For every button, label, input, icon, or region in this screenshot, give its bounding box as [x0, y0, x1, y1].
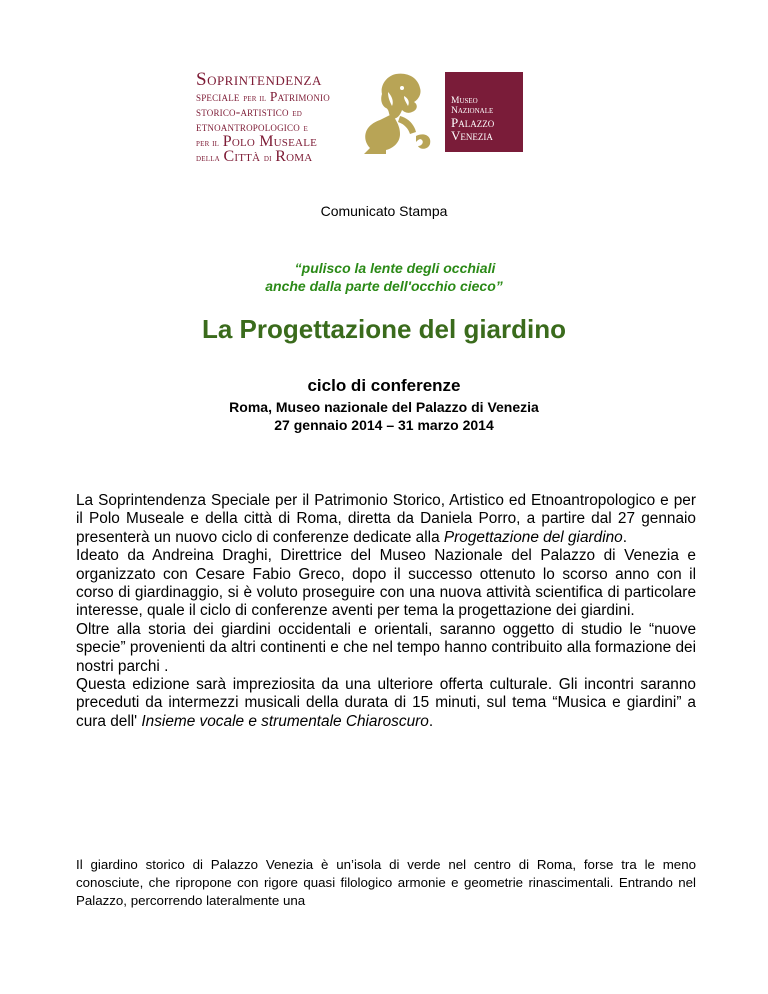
emphasis-title: Progettazione del giardino — [443, 528, 623, 546]
epigraph-quote — [0, 259, 768, 295]
museum-badge — [445, 72, 523, 152]
paragraph-intro: La Soprintendenza Speciale per il Patrimonio Storico, Artistico ed Etnoantropologico e per il Polo Museale e della città di Roma, diretta da Daniela Porro, a partire dal 27 gennaio presenterà un nuovo ciclo di conferenze dedicate alla Progettazione del giardino. — [76, 492, 696, 546]
logo-line-2c: Patrimonio — [269, 89, 330, 104]
garden-description — [76, 856, 696, 910]
paragraph-music: Questa edizione sarà impreziosita da una ulteriore offerta culturale. Gli incontri saranno preceduti da intermezzi musicali della durata di 15 minuti, sul tema “Musica e giardini” a cura dell' Insieme vocale e strumentale Chiaroscuro. — [76, 676, 696, 730]
press-body — [76, 492, 696, 731]
lion-emblem-icon — [356, 70, 444, 154]
paragraph-garden: Il giardino storico di Palazzo Venezia è un’isola di verde nel centro di Roma, forse tra le meno conosciute, che ripropone con rigore quasi filologico armonie e geometrie rinascimentali. Entrando nel Palazzo, percorrendo lateralmente una — [76, 857, 696, 908]
press-release-label: Comunicato Stampa — [320, 203, 448, 219]
badge-line-4: Venezia — [451, 128, 493, 143]
logo-line-3b: ed — [292, 108, 303, 119]
logo-line-2b: per il — [243, 93, 267, 104]
logo-line-1: Soprintendenza — [196, 69, 322, 90]
logo-line-6c: di — [263, 153, 272, 164]
badge-line-2: Nazionale — [451, 106, 494, 116]
badge-line-3: Palazzo — [451, 115, 495, 130]
logo-line-2a: speciale — [196, 89, 240, 104]
paragraph-organizers: Ideato da Andreina Draghi, Direttrice del Museo Nazionale del Palazzo di Venezia e organizzato con Cesare Fabio Greco, dopo il successo ottenuto lo scorso anno con il corso di giardinaggio, si è voluto proseguire con una nuova attività scientifica di particolare interesse, quale il ciclo di conferenze aventi per tema la progettazione dei giardini. — [76, 547, 696, 620]
logo-wordmark — [196, 70, 364, 165]
institution-logo — [196, 69, 524, 165]
badge-line-1: Museo — [451, 96, 478, 106]
event-dates: 27 gennaio 2014 – 31 marzo 2014 — [274, 417, 494, 433]
logo-line-5b: Polo Museale — [222, 133, 318, 150]
logo-line-6d: Roma — [275, 148, 313, 165]
quote-line-2: anche dalla parte dell'occhio cieco” — [265, 278, 503, 294]
paragraph-topics: Oltre alla storia dei giardini occidentali e orientali, saranno oggetto di studio le “nuove specie” provenienti da altri continenti e che nel tempo hanno contribuito alla formazione dei nostri parchi . — [76, 620, 696, 675]
emphasis-ensemble: Insieme vocale e strumentale Chiaroscuro — [141, 712, 429, 730]
logo-line-3a: storico-artistico — [196, 104, 289, 119]
quote-line-1: “pulisco la lente degli occhiali — [294, 260, 496, 276]
logo-line-6a: della — [196, 153, 220, 164]
event-subtitle: ciclo di conferenze — [307, 376, 461, 395]
logo-line-4b: e — [303, 123, 308, 134]
page-title: La Progettazione del giardino — [201, 314, 567, 344]
logo-line-4a: etnoantropologico — [196, 119, 300, 134]
logo-line-6b: Città — [223, 148, 261, 165]
event-venue: Roma, Museo nazionale del Palazzo di Venezia — [229, 399, 539, 415]
logo-line-5a: per il — [196, 138, 220, 149]
